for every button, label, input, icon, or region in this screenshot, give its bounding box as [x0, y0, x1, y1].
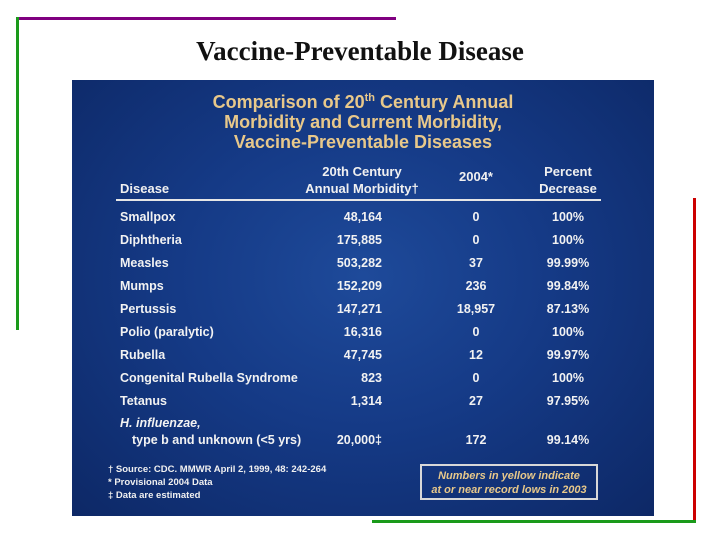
row-disease: Mumps	[120, 279, 164, 293]
row-morbidity: 503,282	[336, 256, 382, 270]
row-disease: Smallpox	[120, 210, 176, 224]
page-title: Vaccine-Preventable Disease	[196, 36, 524, 66]
row-current: 18,957	[456, 302, 496, 316]
last-row-percent: 99.14%	[546, 433, 590, 447]
last-row-morbidity: 20,000‡	[336, 433, 382, 447]
row-morbidity: 16,316	[343, 325, 382, 339]
purple-top-line	[18, 17, 396, 20]
record-lows-note-line2: at or near record lows in 2003	[431, 484, 587, 496]
row-disease: Diphtheria	[120, 233, 182, 247]
red-right-line	[693, 198, 696, 522]
row-disease: Congenital Rubella Syndrome	[120, 371, 298, 385]
row-percent: 87.13%	[546, 302, 590, 316]
slide-heading	[72, 92, 654, 152]
header-divider	[116, 199, 601, 201]
green-bottom-line	[372, 520, 696, 523]
heading-line1-a: Comparison of 20	[212, 92, 365, 112]
last-row-disease-line2: type b and unknown (<5 yrs)	[132, 433, 302, 447]
row-disease: Pertussis	[120, 302, 177, 316]
row-disease: Tetanus	[120, 394, 167, 408]
row-percent: 99.84%	[546, 279, 590, 293]
row-current: 27	[469, 394, 483, 408]
row-percent: 99.99%	[546, 256, 590, 270]
row-morbidity: 47,745	[343, 348, 382, 362]
last-row-current: 172	[465, 433, 487, 447]
slide-image	[72, 80, 654, 516]
heading-line1-b: Century Annual	[375, 92, 514, 112]
row-morbidity: 152,209	[336, 279, 382, 293]
col-header-morbidity-line1: 20th Century	[322, 164, 402, 179]
record-lows-note-box	[420, 464, 598, 500]
row-current: 236	[465, 279, 487, 293]
row-morbidity: 175,885	[336, 233, 382, 247]
row-percent: 100%	[552, 325, 584, 339]
row-current: 0	[472, 233, 480, 247]
row-morbidity: 823	[361, 371, 382, 385]
row-percent: 100%	[552, 233, 584, 247]
heading-line3: Vaccine-Preventable Diseases	[233, 132, 493, 152]
row-current: 37	[469, 256, 483, 270]
col-header-morbidity	[294, 163, 430, 197]
last-row-disease-line1: H. influenzae,	[120, 416, 201, 430]
heading-line1-sup: th	[364, 92, 376, 104]
footnote-provisional: * Provisional 2004 Data	[108, 477, 213, 488]
footnote-source: † Source: CDC. MMWR April 2, 1999, 48: 242-264	[108, 464, 327, 475]
heading-line2: Morbidity and Current Morbidity,	[224, 112, 502, 132]
col-header-current: 2004*	[459, 169, 493, 184]
col-header-morbidity-line2: Annual Morbidity†	[305, 181, 419, 196]
row-current: 0	[472, 325, 480, 339]
row-disease: Polio (paralytic)	[120, 325, 214, 339]
row-disease: Measles	[120, 256, 169, 270]
row-disease: Rubella	[120, 348, 166, 362]
footnote-estimated: ‡ Data are estimated	[108, 490, 201, 501]
row-current: 0	[472, 371, 480, 385]
row-percent: 100%	[552, 210, 584, 224]
row-morbidity: 1,314	[350, 394, 382, 408]
col-header-percent	[528, 163, 608, 197]
record-lows-note-line1: Numbers in yellow indicate	[438, 470, 580, 482]
col-header-percent-line1: Percent	[544, 164, 592, 179]
row-percent: 97.95%	[546, 394, 590, 408]
row-current: 12	[469, 348, 483, 362]
row-morbidity: 48,164	[343, 210, 382, 224]
col-header-percent-line2: Decrease	[539, 181, 597, 196]
row-morbidity: 147,271	[336, 302, 382, 316]
row-percent: 100%	[552, 371, 584, 385]
col-header-disease: Disease	[120, 181, 170, 196]
row-percent: 99.97%	[546, 348, 590, 362]
row-current: 0	[472, 210, 480, 224]
